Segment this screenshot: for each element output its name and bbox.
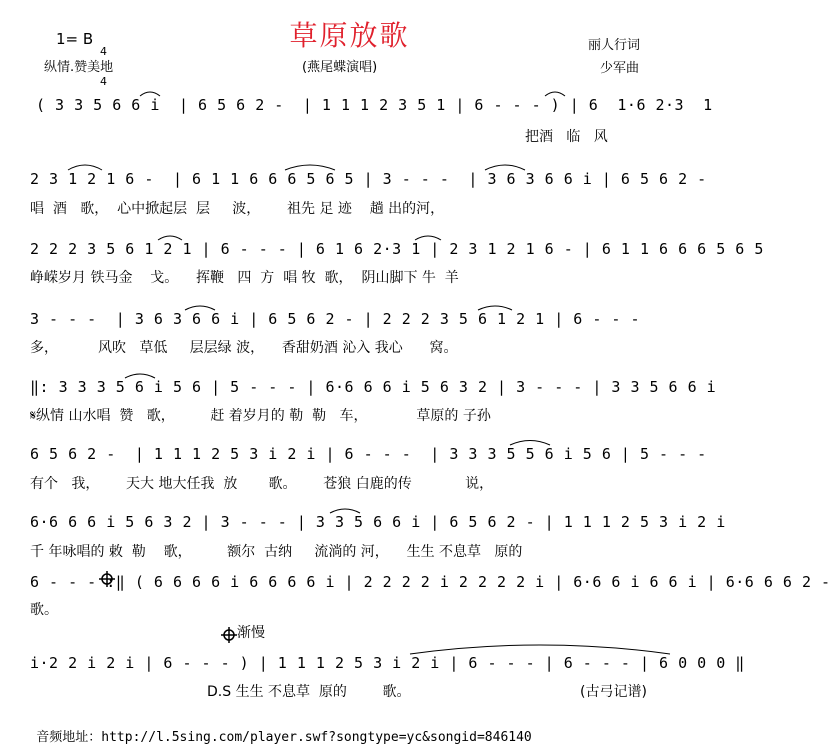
score-line-9-notes: i·2 2 i 2 i | 6 - - - ) | 1 1 1 2 5 3 i 2 i | 6 - - - | 6 - - - | 6 0 0 0 ‖ [30,654,745,672]
slur [410,645,670,654]
score-line-4-lyrics: 多， 风吹 草低 层层绿 波， 香甜奶酒 沁入 我心 窝。 [30,340,458,356]
tempo-marking: 纵情.赞美地 [44,60,114,75]
composer: 少军曲 [600,61,640,76]
score-line-7-notes: 6·6 6 6 i 5 6 3 2 | 3 - - - | 3 3 5 6 6 i | 6 5 6 2 - | 1 1 1 2 5 3 i 2 i [30,513,726,531]
performer: (燕尾蝶演唱) [302,60,378,75]
slur [330,509,360,513]
slur [415,236,441,240]
song-title: 草原放歌 [289,19,410,52]
slur [125,374,155,378]
score-line-2-lyrics: 唱 酒 歌， 心中掀起层 层 波， 祖先 足 迹 趟 出的河， [30,201,445,217]
slur [158,236,182,240]
score-line-3-notes: 2 2 2 3 5 6 1 2 1 | 6 - - - | 6 1 6 2·3 1 | 2 3 1 2 1 6 - | 6 1 1 6 6 6 5 6 5 [30,240,764,258]
score-line-3-lyrics: 峥嵘岁月 铁马金 戈。 挥鞭 四 方 唱 牧 歌， 阴山脚下 牛 羊 [30,270,459,286]
tempo-change-mark: 渐慢 [237,625,265,641]
score-line-2-notes: 2 3 1 2 1 6 - | 6 1 1 6 6 6 5 6 5 | 3 - - - | 3 6 3 6 6 i | 6 5 6 2 - [30,170,707,188]
score-line-6-notes: 6 5 6 2 - | 1 1 1 2 5 3 i 2 i | 6 - - - | 3 3 3 5 5 6 i 5 6 | 5 - - - [30,445,707,463]
score-line-1-notes: ( 3 3 5 6 6 i | 6 5 6 2 - | 1 1 1 2 3 5 1 | 6 - - - ) | 6 1·6 2·3 1 [36,96,713,114]
audio-link-label: 音频地址： [36,730,102,745]
score-line-1-lyrics: 把酒 临 风 [525,129,608,145]
score-line-5-notes: ‖: 3 3 3 5 6 i 5 6 | 5 - - - | 6·6 6 6 i 5 6 3 2 | 3 - - - | 3 3 5 6 6 i [30,378,717,396]
slur [545,92,565,96]
slur [68,165,102,170]
time-signature-bottom: 4 [100,75,107,88]
transcriber-credit: (古弓记谱) [580,684,647,700]
score-line-9-lyrics: D.S 生生 不息草 原的 歌。 [207,684,411,700]
score-line-8-lyrics: 歌。 [30,602,58,618]
audio-link-url[interactable]: http://l.5sing.com/player.swf?songtype=yc&songid=846140 [101,730,532,745]
slur [485,165,525,170]
score-line-7-lyrics: 千 年咏唱的 敕 勒 歌， 额尔 古纳 流淌的 河， 生生 不息草 原的 [30,544,523,560]
slur [510,441,550,446]
score-line-8-notes: 6 - - - :‖ ( 6 6 6 6 i 6 6 6 6 i | 2 2 2 2 i 2 2 2 2 i | 6·6 6 i 6 6 i | 6·6 6 6 2 - [30,573,831,591]
slur [478,306,512,310]
slur [285,165,335,170]
audio-link [28,711,532,745]
slur [140,92,160,96]
score-line-4-notes: 3 - - - | 3 6 3 6 6 i | 6 5 6 2 - | 2 2 2 3 5 6 1 2 1 | 6 - - - [30,310,640,328]
lyricist: 丽人行词 [588,38,641,53]
slur [185,306,215,310]
key-signature: 1= B [56,30,94,48]
score-line-5-lyrics: 𝄋纵情 山水唱 赞 歌， 赶 着岁月的 勒 勒 车， 草原的 子孙 [30,408,491,424]
time-signature-top: 4 [100,45,107,58]
score-line-6-lyrics: 有个 我， 天大 地大任我 放 歌。 苍狼 白鹿的传 说， [30,476,494,492]
